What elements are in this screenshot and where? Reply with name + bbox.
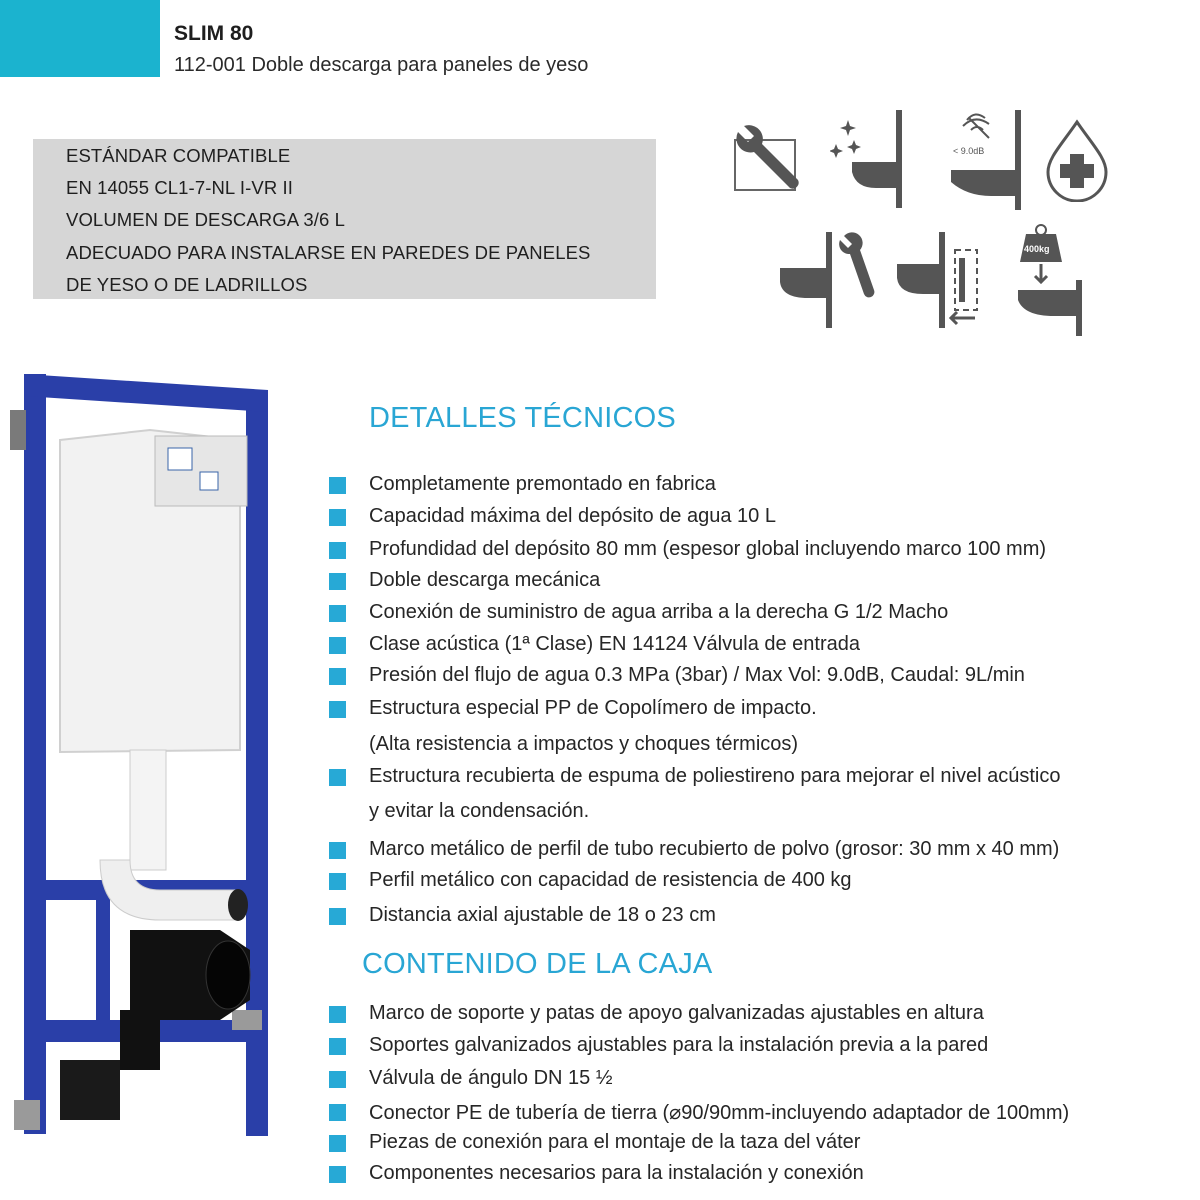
list-item-continuation: y evitar la condensación. [369, 800, 590, 822]
bullet-square-icon [329, 1038, 346, 1055]
bullet-square-icon [329, 1006, 346, 1023]
spec-line: EN 14055 CL1-7-NL I-VR II [66, 177, 293, 198]
bullet-square-icon [329, 701, 346, 718]
product-subtitle: 112-001 Doble descarga para paneles de yeso [174, 54, 589, 76]
noise-label: < 9.0dB [953, 146, 985, 156]
water-drop-plus-icon [1040, 118, 1114, 202]
toilet-adjust-icon [895, 230, 990, 330]
box-contents-title: CONTENIDO DE LA CAJA [362, 948, 713, 980]
list-item-continuation: (Alta resistencia a impactos y choques térmicos) [369, 733, 799, 755]
bullet-square-icon [329, 908, 346, 925]
spec-box [33, 139, 656, 299]
bullet-square-icon [329, 1135, 346, 1152]
bullet-square-icon [329, 637, 346, 654]
product-title: SLIM 80 [174, 22, 254, 45]
bullet-square-icon [329, 1104, 346, 1121]
bullet-square-icon [329, 605, 346, 622]
toilet-wrench-icon [778, 230, 888, 330]
quiet-flush-icon [945, 110, 1025, 210]
bullet-square-icon [329, 573, 346, 590]
bullet-square-icon [329, 873, 346, 890]
product-image [0, 360, 300, 1150]
header-accent-block [0, 0, 160, 77]
bullet-square-icon [329, 1166, 346, 1183]
bullet-square-icon [329, 842, 346, 859]
bullet-square-icon [329, 769, 346, 786]
spec-line: ADECUADO PARA INSTALARSE EN PAREDES DE PANELES [66, 242, 591, 263]
clean-toilet-icon [830, 110, 910, 210]
technical-details-title: DETALLES TÉCNICOS [369, 402, 676, 434]
feature-icons [720, 100, 1120, 350]
bullet-square-icon [329, 668, 346, 685]
spec-line: ESTÁNDAR COMPATIBLE [66, 145, 291, 166]
bullet-square-icon [329, 509, 346, 526]
spec-line: DE YESO O DE LADRILLOS [66, 274, 308, 295]
spec-line: VOLUMEN DE DESCARGA 3/6 L [66, 209, 346, 230]
load-400kg-icon [1012, 220, 1092, 338]
bullet-square-icon [329, 477, 346, 494]
wrench-install-icon [730, 118, 810, 210]
bullet-square-icon [329, 542, 346, 559]
weight-label: 400kg [1024, 244, 1050, 254]
bullet-square-icon [329, 1071, 346, 1088]
